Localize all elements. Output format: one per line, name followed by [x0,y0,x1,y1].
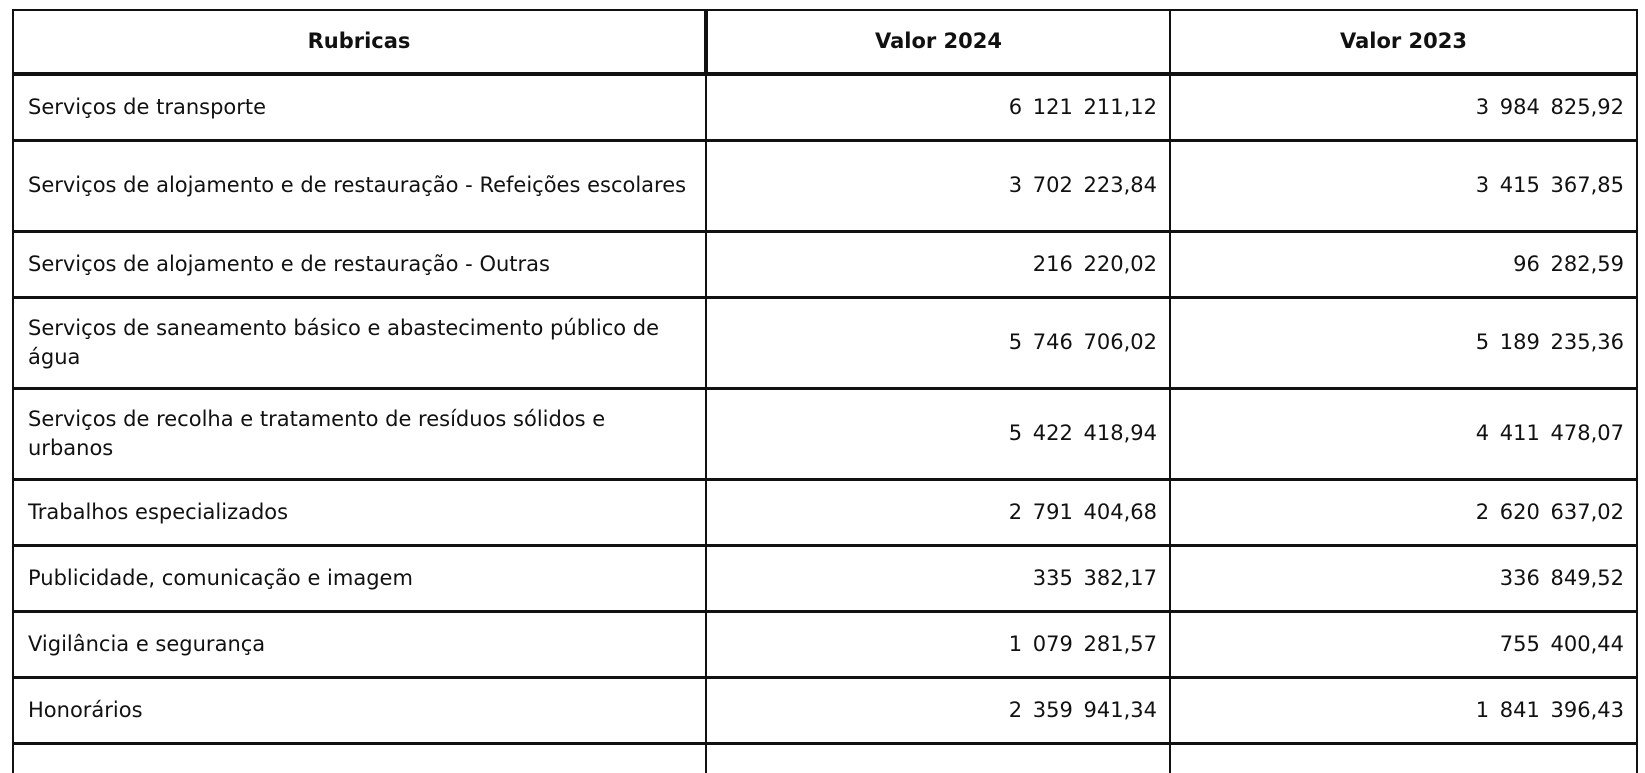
table-row [13,611,1637,677]
table-row [13,140,1637,231]
table-row [13,388,1637,479]
valor-2023-cell: 336 849,52 [1170,545,1637,611]
expenses-table [12,9,1638,773]
valor-2023-cell: 4 411 478,07 [1170,388,1637,479]
rubrica-cell: Serviços de alojamento e de restauração - Outras [13,231,706,297]
rubrica-cell: Serviços de alojamento e de restauração - Refeições escolares [13,140,706,231]
valor-2024-cell: 6 121 211,12 [706,74,1170,140]
table-row [13,545,1637,611]
valor-2023-cell: 96 282,59 [1170,231,1637,297]
rubrica-cell: Trabalhos especializados [13,479,706,545]
valor-2023-cell: 2 620 637,02 [1170,479,1637,545]
rubrica-cell: Serviços de transporte [13,74,706,140]
valor-2024-cell: 335 382,17 [706,545,1170,611]
rubrica-cell: Serviços de saneamento básico e abastecimento público de água [13,297,706,388]
valor-2024-cell: 216 220,02 [706,231,1170,297]
valor-2024-cell: 1 079 281,57 [706,611,1170,677]
table-row [13,297,1637,388]
valor-2024-cell: 2 359 941,34 [706,677,1170,743]
valor-2024-cell: 5 746 706,02 [706,297,1170,388]
valor-2023-cell: 755 400,44 [1170,611,1637,677]
valor-2023-cell-empty [1170,743,1637,773]
table-row [13,74,1637,140]
valor-2024-cell: 5 422 418,94 [706,388,1170,479]
header-valor-2023: Valor 2023 [1170,10,1637,74]
valor-2023-cell: 5 189 235,36 [1170,297,1637,388]
table-row [13,677,1637,743]
valor-2023-cell: 3 984 825,92 [1170,74,1637,140]
table-row-truncated [13,743,1637,773]
valor-2024-cell: 2 791 404,68 [706,479,1170,545]
rubrica-cell: Publicidade, comunicação e imagem [13,545,706,611]
rubrica-cell-empty [13,743,706,773]
valor-2023-cell: 3 415 367,85 [1170,140,1637,231]
header-valor-2024: Valor 2024 [706,10,1170,74]
table-row [13,479,1637,545]
rubrica-cell: Honorários [13,677,706,743]
valor-2023-cell: 1 841 396,43 [1170,677,1637,743]
rubrica-cell: Vigilância e segurança [13,611,706,677]
valor-2024-cell-empty [706,743,1170,773]
rubrica-cell: Serviços de recolha e tratamento de resíduos sólidos e urbanos [13,388,706,479]
table-header-row [13,10,1637,74]
table-row [13,231,1637,297]
header-rubricas: Rubricas [13,10,706,74]
valor-2024-cell: 3 702 223,84 [706,140,1170,231]
